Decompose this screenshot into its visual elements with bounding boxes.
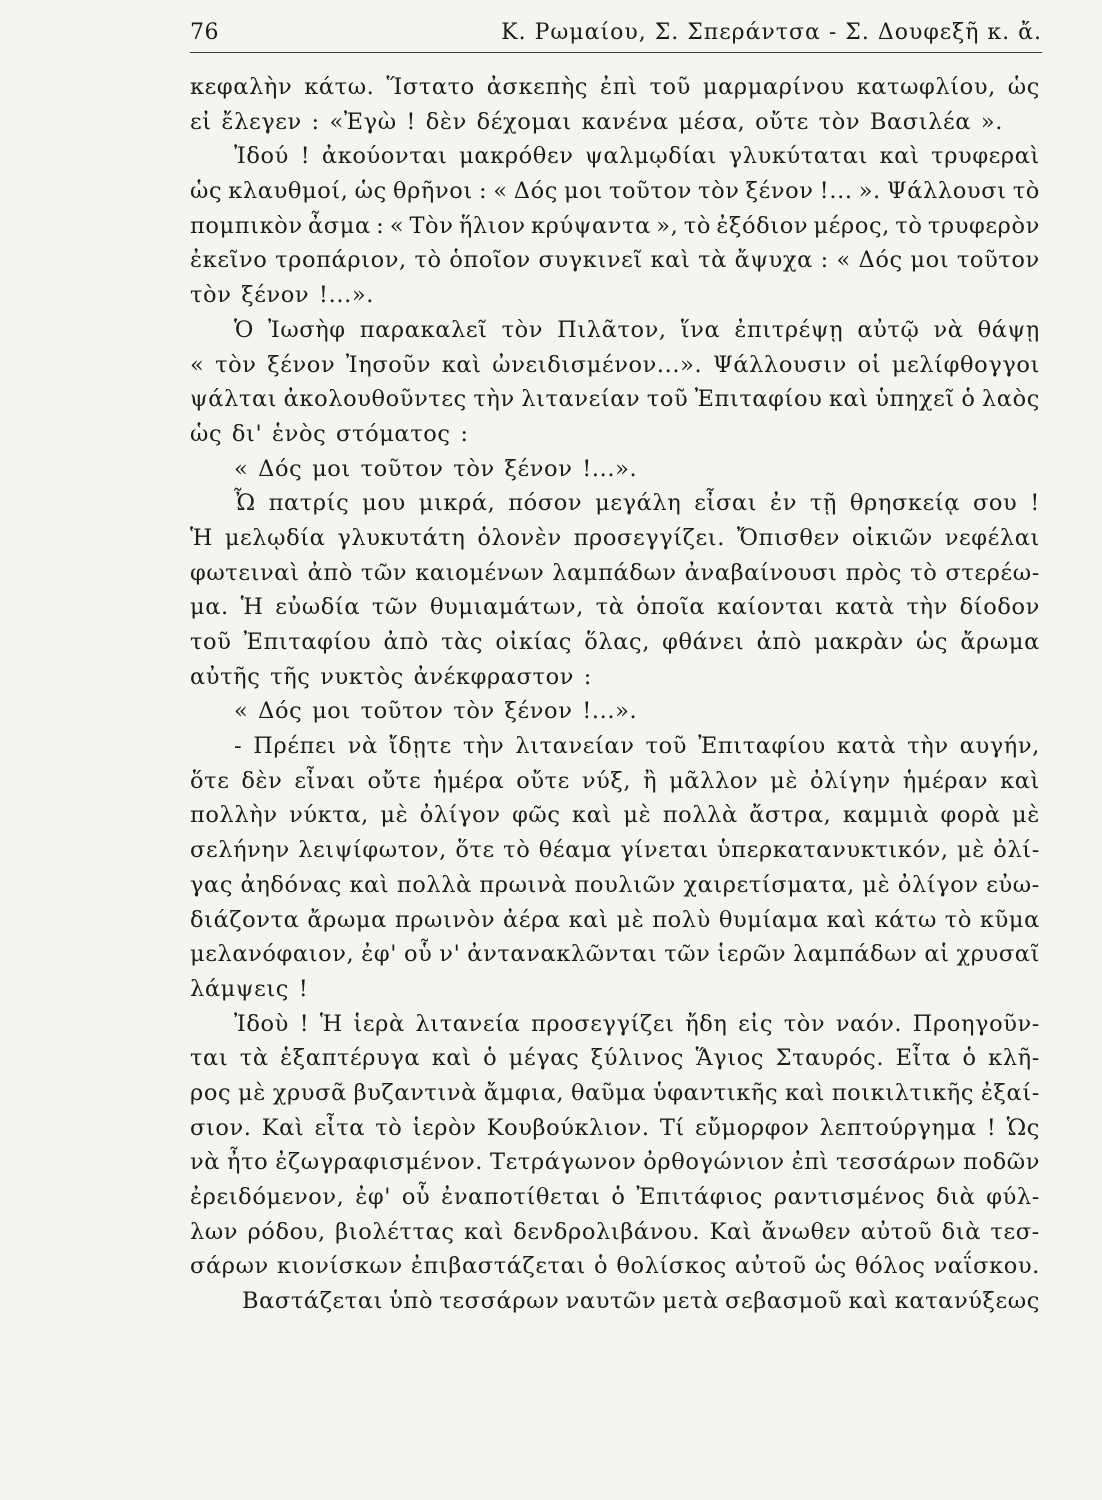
text-line: αὐτῆς τῆς νυκτὸς ἀνέκφραστον : — [190, 663, 592, 690]
text-line: Ἡ μελῳδία γλυκυτάτη ὁλονὲν προσεγγίζει. Ὄπισθεν οἰκιῶν νεφέλαι — [190, 524, 1040, 551]
text-line: λων ρόδου, βιολέττας καὶ δενδρολιβάνου. Καὶ ἄνωθεν αὐτοῦ διὰ τεσ- — [190, 1218, 1040, 1245]
text-line: ψάλται ἀκολουθοῦντες τὴν λιτανείαν τοῦ Ἐπιταφίου καὶ ὑπηχεῖ ὁ λαὸς — [190, 386, 1040, 413]
text-line: μελανόφαιον, ἐφ' οὗ ν' ἀντανακλῶνται τῶν ἱερῶν λαμπάδων αἱ χρυσαῖ — [190, 941, 1040, 968]
body-text — [190, 70, 1040, 1319]
page-number: 76 — [190, 20, 219, 45]
running-head: Κ. Ρωμαίου, Σ. Σπεράντσα - Σ. Δουφεξῆ κ. ἄ. — [501, 20, 1042, 45]
text-line: γας ἀηδόνας καὶ πολλὰ πρωινὰ πουλιῶν χαιρετίσματα, μὲ ὀλίγον εὐω- — [190, 871, 1040, 898]
text-line: ται τὰ ἑξαπτέρυγα καὶ ὁ μέγας ξύλινος Ἅγιος Σταυρός. Εἶτα ὁ κλῆ- — [190, 1045, 1040, 1072]
text-line: Ἰδού ! ἀκούονται μακρόθεν ψαλμῳδίαι γλυκύταται καὶ τρυφεραὶ — [234, 143, 1040, 170]
text-line: τοῦ Ἐπιταφίου ἀπὸ τὰς οἰκίας ὅλας, φθάνει ἀπὸ μακρὰν ὡς ἄρωμα — [190, 629, 1040, 655]
text-line: Ὦ πατρίς μου μικρά, πόσον μεγάλη εἶσαι ἐν τῇ θρησκείᾳ σου ! — [234, 490, 1040, 517]
text-line: λάμψεις ! — [190, 975, 309, 1002]
text-line: « Δός μοι τοῦτον τὸν ξένον !...». — [234, 455, 638, 482]
text-line: « τὸν ξένον Ἰησοῦν καὶ ὠνειδισμένον...». Ψάλλουσιν οἱ μελίφθογγοι — [190, 351, 1040, 378]
text-line: ἐρειδόμενον, ἐφ' οὗ ἐναποτίθεται ὁ Ἐπιτάφιος ραντισμένος διὰ φύλ- — [190, 1184, 1040, 1210]
text-line: τὸν ξένον !...». — [190, 282, 374, 309]
text-line: ρος μὲ χρυσᾶ βυζαντινὰ ἄμφια, θαῦμα ὑφαντικῆς καὶ ποικιλτικῆς ἐξαί- — [190, 1079, 1040, 1106]
text-line: νὰ ἦτο ἐζωγραφισμένον. Τετράγωνον ὀρθογώνιον ἐπὶ τεσσάρων ποδῶν — [190, 1149, 1040, 1176]
text-line: - Πρέπει νὰ ἴδῃτε τὴν λιτανείαν τοῦ Ἐπιταφίου κατὰ τὴν αυγήν, — [234, 733, 1040, 760]
text-line: διάζοντα ἄρωμα πρωινὸν ἀέρα καὶ μὲ πολὺ θυμίαμα καὶ κάτω τὸ κῦμα — [190, 906, 1040, 933]
text-line: σιον. Καὶ εἶτα τὸ ἱερὸν Κουβούκλιον. Τί εὔμορφον λεπτούργημα ! Ὡς — [190, 1114, 1040, 1141]
text-line: Ἰδοὺ ! Ἡ ἱερὰ λιτανεία προσεγγίζει ἤδη εἰς τὸν ναόν. Προηγοῦν- — [234, 1010, 1040, 1037]
text-line: μα. Ἡ εὐωδία τῶν θυμιαμάτων, τὰ ὁποῖα καίονται κατὰ τὴν δίοδον — [190, 594, 1040, 621]
text-line: σελήνην λειψίφωτον, ὅτε τὸ θέαμα γίνεται ὑπερκατανυκτικόν, μὲ ὀλί- — [190, 837, 1040, 864]
text-line: Βαστάζεται ὑπὸ τεσσάρων ναυτῶν μετὰ σεβασμοῦ καὶ κατανύξεως — [242, 1288, 1040, 1315]
text-line: ὡς δι' ἑνὸς στόματος : — [190, 420, 469, 447]
text-line: πομπικὸν ἆσμα : « Τὸν ἥλιον κρύψαντα », τὸ ἐξόδιον μέρος, τὸ τρυφερὸν — [190, 212, 1040, 239]
page-header — [190, 14, 1042, 54]
text-line: φωτειναὶ ἀπὸ τῶν καιομένων λαμπάδων ἀναβαίνουσι πρὸς τὸ στερέω- — [190, 559, 1040, 586]
text-line: « Δός μοι τοῦτον τὸν ξένον !...». — [234, 698, 638, 725]
text-line: σάρων κιονίσκων ἐπιβαστάζεται ὁ θολίσκος αὐτοῦ ὡς θόλος ναΐσκου. — [190, 1253, 1040, 1280]
text-line: ὅτε δὲν εἶναι οὔτε ἡμέρα οὔτε νύξ, ἢ μᾶλλον μὲ ὀλίγην ἡμέραν καὶ — [190, 767, 1040, 794]
text-line: πολλὴν νύκτα, μὲ ὀλίγον φῶς καὶ μὲ πολλὰ ἄστρα, καμμιὰ φορὰ μὲ — [190, 802, 1040, 829]
text-line: ὡς κλαυθμοί, ὡς θρῆνοι : « Δός μοι τοῦτον τὸν ξένον !... ». Ψάλλουσι τὸ — [190, 178, 1040, 205]
header-rule — [190, 52, 1042, 53]
text-line: κεφαλὴν κάτω. Ἵστατο ἀσκεπὴς ἐπὶ τοῦ μαρμαρίνου κατωφλίου, ὡς — [190, 74, 1040, 100]
text-line: εἰ ἔλεγεν : «Ἐγὼ ! δὲν δέχομαι κανένα μέσα, οὔτε τὸν Βασιλέα ». — [190, 108, 1003, 135]
text-line: Ὁ Ἰωσὴφ παρακαλεῖ τὸν Πιλᾶτον, ἵνα ἐπιτρέψῃ αὐτῷ νὰ θάψῃ — [234, 316, 1040, 343]
text-line: ἐκεῖνο τροπάριον, τὸ ὁποῖον συγκινεῖ καὶ τὰ ἄψυχα : « Δός μοι τοῦτον — [190, 247, 1040, 274]
